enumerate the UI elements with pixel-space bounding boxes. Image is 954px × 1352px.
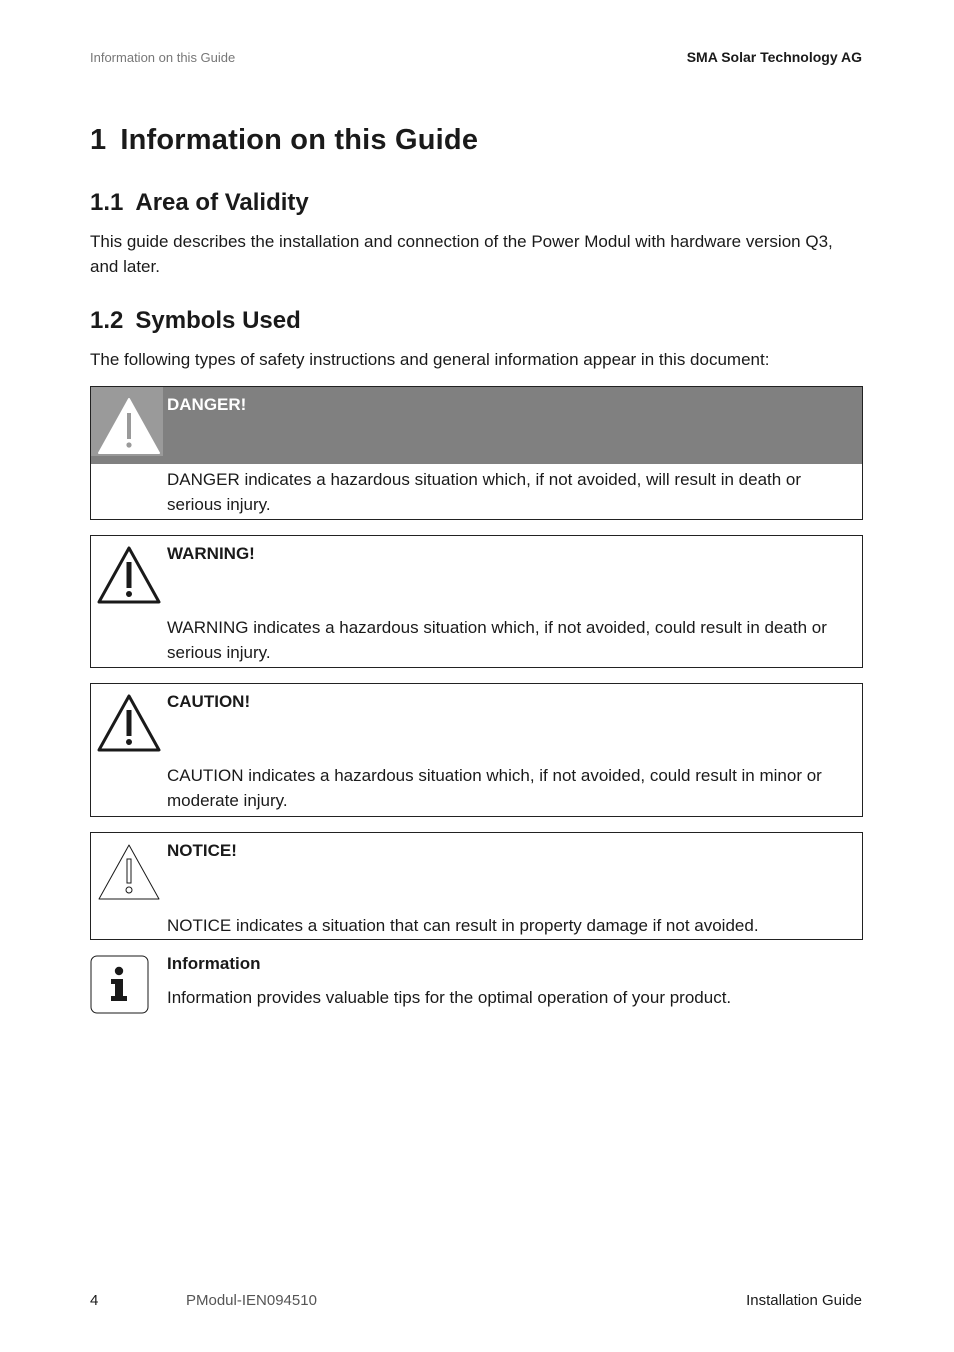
page-number: 4 <box>90 1292 99 1309</box>
warning-triangle-icon <box>96 542 162 606</box>
warning-triangle-icon <box>96 393 162 457</box>
symbols-intro-paragraph: The following types of safety instructions and general information appear in this document: <box>90 350 770 369</box>
section-number: 1.1 <box>90 189 124 216</box>
running-header-left: Information on this Guide <box>90 50 236 65</box>
section-heading-validity <box>90 189 309 217</box>
information-label: Information <box>167 954 261 973</box>
notice-triangle-icon <box>96 839 162 903</box>
notice-label: NOTICE! <box>167 841 237 860</box>
warning-notice-box <box>90 535 863 668</box>
notice-text: NOTICE indicates a situation that can result in property damage if not avoided. <box>167 916 759 935</box>
warning-triangle-icon <box>96 690 162 754</box>
chapter-heading <box>90 124 478 157</box>
validity-paragraph: This guide describes the installation and connection of the Power Modul with hardware version Q3, and later. <box>90 232 833 276</box>
running-header-right: SMA Solar Technology AG <box>686 49 862 65</box>
caution-text: CAUTION indicates a hazardous situation which, if not avoided, could result in minor or moderate injury. <box>167 766 822 810</box>
caution-label: CAUTION! <box>167 692 251 711</box>
warning-label: WARNING! <box>167 544 255 563</box>
warning-text: WARNING indicates a hazardous situation which, if not avoided, could result in death or serious injury. <box>167 618 827 662</box>
chapter-title: Information on this Guide <box>120 124 479 156</box>
information-text: Information provides valuable tips for the optimal operation of your product. <box>167 988 732 1007</box>
section-title: Area of Validity <box>135 189 309 216</box>
info-icon <box>90 955 149 1014</box>
notice-notice-box <box>90 832 863 940</box>
section-title: Symbols Used <box>135 307 301 334</box>
document-id: PModul-IEN094510 <box>186 1292 317 1309</box>
caution-notice-box <box>90 683 863 817</box>
danger-notice-box <box>90 386 863 520</box>
danger-label: DANGER! <box>167 395 247 414</box>
danger-text: DANGER indicates a hazardous situation which, if not avoided, will result in death or serious injury. <box>167 470 802 514</box>
chapter-number: 1 <box>90 124 107 156</box>
section-heading-symbols <box>90 307 301 335</box>
document-type: Installation Guide <box>746 1292 862 1309</box>
section-number: 1.2 <box>90 307 124 334</box>
